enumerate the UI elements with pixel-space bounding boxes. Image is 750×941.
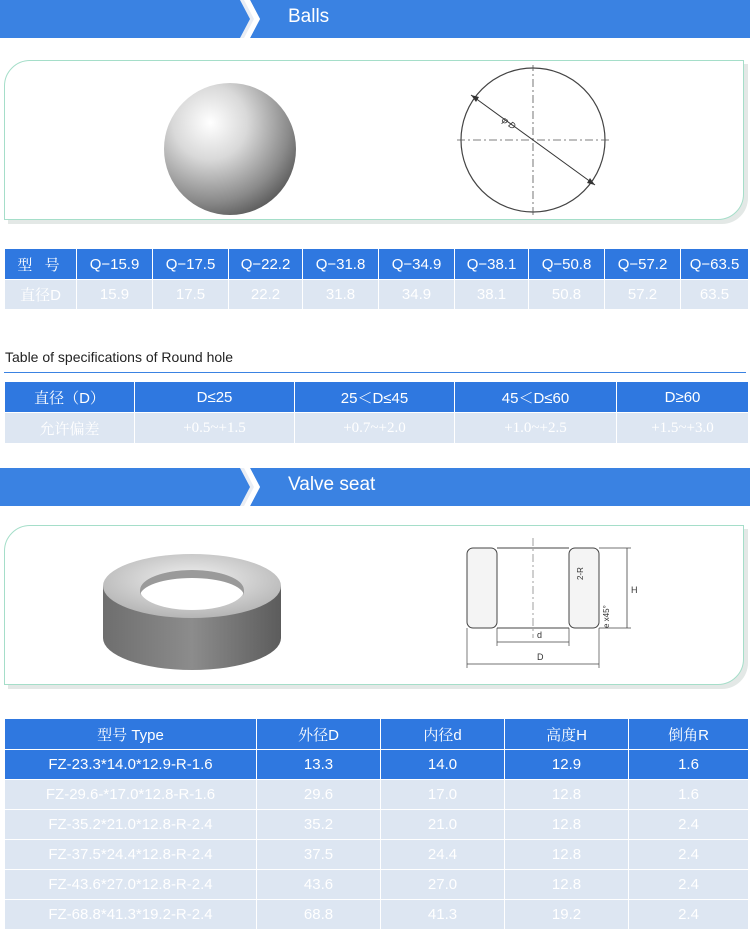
height-label: H xyxy=(631,585,638,595)
round-hole-range-cell: D≤25 xyxy=(135,382,295,413)
type-cell: FZ-68.8*41.3*19.2-R-2.4 xyxy=(5,900,257,930)
type-cell: FZ-37.5*24.4*12.8-R-2.4 xyxy=(5,840,257,870)
outer-diameter-cell: 37.5 xyxy=(257,840,381,870)
inner-diameter-cell: 24.4 xyxy=(381,840,505,870)
ball-model-cell: Q−22.2 xyxy=(229,249,303,280)
valve-seat-photo xyxy=(97,540,287,670)
ball-photo xyxy=(160,79,300,219)
ball-diameter-cell: 57.2 xyxy=(605,280,681,310)
inner-diameter-cell: 17.0 xyxy=(381,780,505,810)
round-hole-range-cell: 45＜D≤60 xyxy=(455,382,617,413)
outer-diameter-label: D xyxy=(537,652,544,662)
ball-diameter-cell: 50.8 xyxy=(529,280,605,310)
round-hole-tolerance-row xyxy=(5,413,749,444)
type-header: 型号 Type xyxy=(5,719,257,750)
valve-section-header xyxy=(0,468,750,506)
inner-diameter-cell: 41.3 xyxy=(381,900,505,930)
table-row xyxy=(5,780,749,810)
table-row xyxy=(5,750,749,780)
ball-model-cell: Q−38.1 xyxy=(455,249,529,280)
ball-table-diameter-label: 直径D xyxy=(5,280,77,310)
ball-table-header-row xyxy=(5,249,749,280)
outer-diameter-cell: 35.2 xyxy=(257,810,381,840)
ball-diameter-label: φ D xyxy=(499,114,518,132)
outer-diameter-cell: 68.8 xyxy=(257,900,381,930)
valve-image-panel xyxy=(4,525,744,685)
table-row xyxy=(5,840,749,870)
ball-diameter-cell: 15.9 xyxy=(77,280,153,310)
height-cell: 12.9 xyxy=(505,750,629,780)
ball-diameter-cell: 63.5 xyxy=(681,280,749,310)
valve-seat-table xyxy=(4,718,749,930)
table-row xyxy=(5,900,749,930)
ball-model-cell: Q−31.8 xyxy=(303,249,379,280)
round-hole-tolerance-cell: +0.5~+1.5 xyxy=(135,413,295,444)
round-hole-tolerance-cell: +0.7~+2.0 xyxy=(295,413,455,444)
type-cell: FZ-29.6-*17.0*12.8-R-1.6 xyxy=(5,780,257,810)
type-cell: FZ-43.6*27.0*12.8-R-2.4 xyxy=(5,870,257,900)
ball-table-model-label: 型 号 xyxy=(5,249,77,280)
outer-diameter-cell: 13.3 xyxy=(257,750,381,780)
ball-model-cell: Q−57.2 xyxy=(605,249,681,280)
ball-diameter-cell: 17.5 xyxy=(153,280,229,310)
height-cell: 12.8 xyxy=(505,780,629,810)
table-row xyxy=(5,870,749,900)
height-cell: 12.8 xyxy=(505,840,629,870)
inner-diameter-cell: 27.0 xyxy=(381,870,505,900)
ball-diameter-cell: 34.9 xyxy=(379,280,455,310)
caption-divider xyxy=(4,372,746,373)
ball-model-cell: Q−17.5 xyxy=(153,249,229,280)
inner-diameter-cell: 21.0 xyxy=(381,810,505,840)
ball-model-cell: Q−34.9 xyxy=(379,249,455,280)
balls-section-title: Balls xyxy=(288,6,330,27)
height-cell: 19.2 xyxy=(505,900,629,930)
round-hole-diameter-label: 直径（D） xyxy=(5,382,135,413)
valve-table-header-row xyxy=(5,719,749,750)
ball-diameter-cell: 38.1 xyxy=(455,280,529,310)
valve-section-title: Valve seat xyxy=(288,474,376,495)
height-header: 高度H xyxy=(505,719,629,750)
inner-diameter-label: d xyxy=(537,630,543,640)
outer-diameter-cell: 43.6 xyxy=(257,870,381,900)
balls-section-header xyxy=(0,0,750,38)
round-hole-tolerance-label: 允许偏差 xyxy=(5,413,135,444)
round-hole-table xyxy=(4,381,749,444)
round-hole-tolerance-cell: +1.0~+2.5 xyxy=(455,413,617,444)
round-hole-caption: Table of specifications of Round hole xyxy=(5,349,234,365)
outer-diameter-cell: 29.6 xyxy=(257,780,381,810)
inner-diameter-header: 内径d xyxy=(381,719,505,750)
ball-drawing xyxy=(453,65,613,215)
chamfer-cell: 2.4 xyxy=(629,840,749,870)
valve-seat-drawing xyxy=(457,538,647,678)
chamfer-header: 倒角R xyxy=(629,719,749,750)
round-hole-header-row xyxy=(5,382,749,413)
ball-model-cell: Q−63.5 xyxy=(681,249,749,280)
ball-diameter-cell: 31.8 xyxy=(303,280,379,310)
round-hole-range-cell: D≥60 xyxy=(617,382,749,413)
ball-spec-table xyxy=(4,248,749,310)
ball-table-diameter-row xyxy=(5,280,749,310)
chamfer-cell: 2.4 xyxy=(629,870,749,900)
chamfer-label: e x45° xyxy=(602,605,611,628)
ball-model-cell: Q−50.8 xyxy=(529,249,605,280)
chamfer-cell: 1.6 xyxy=(629,750,749,780)
ball-model-cell: Q−15.9 xyxy=(77,249,153,280)
round-hole-range-cell: 25＜D≤45 xyxy=(295,382,455,413)
outer-diameter-header: 外径D xyxy=(257,719,381,750)
chamfer-cell: 1.6 xyxy=(629,780,749,810)
radius-label: 2-R xyxy=(576,567,585,580)
chamfer-cell: 2.4 xyxy=(629,900,749,930)
type-cell: FZ-35.2*21.0*12.8-R-2.4 xyxy=(5,810,257,840)
height-cell: 12.8 xyxy=(505,870,629,900)
ball-diameter-cell: 22.2 xyxy=(229,280,303,310)
table-row xyxy=(5,810,749,840)
type-cell: FZ-23.3*14.0*12.9-R-1.6 xyxy=(5,750,257,780)
chamfer-cell: 2.4 xyxy=(629,810,749,840)
height-cell: 12.8 xyxy=(505,810,629,840)
balls-image-panel xyxy=(4,60,744,220)
inner-diameter-cell: 14.0 xyxy=(381,750,505,780)
round-hole-tolerance-cell: +1.5~+3.0 xyxy=(617,413,749,444)
